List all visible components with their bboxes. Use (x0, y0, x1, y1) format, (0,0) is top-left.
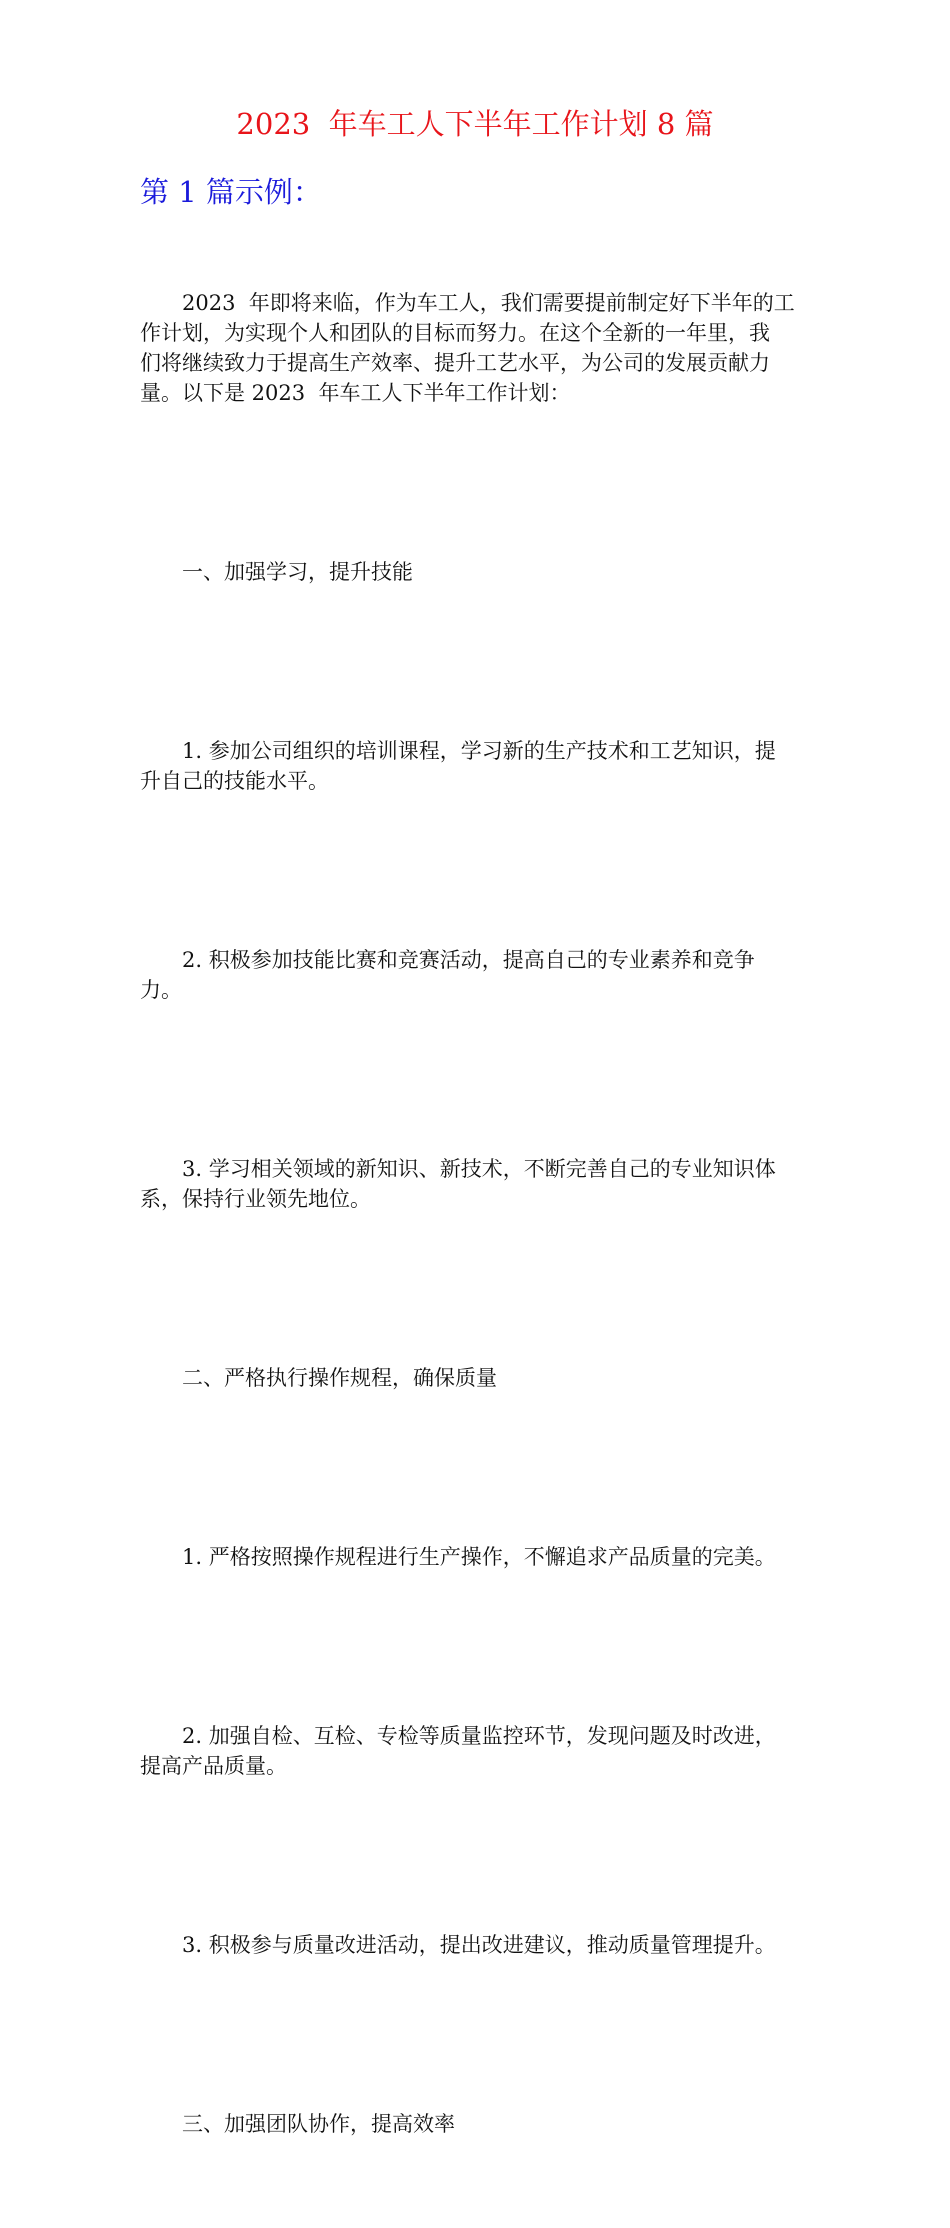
paragraph-line: 2023 年即将来临，作为车工人，我们需要提前制定好下半年的工 (182, 291, 795, 315)
subheading-three (140, 2049, 808, 2199)
paragraph-line: 力。 (140, 978, 182, 1002)
list-item (140, 1870, 808, 2020)
paragraph-line: 系，保持行业领先地位。 (140, 1187, 371, 1211)
paragraph-line: 2. 加强自检、互检、专检等质量监控环节，发现问题及时改进， (182, 1724, 776, 1748)
list-item (140, 676, 808, 856)
list-item (140, 1094, 808, 1274)
paragraph-line: 3. 积极参与质量改进活动，提出改进建议，推动质量管理提升。 (182, 1933, 776, 1957)
paragraph-line: 2. 积极参加技能比赛和竞赛活动，提高自己的专业素养和竞争 (182, 948, 755, 972)
document-title: 2023 年车工人下半年工作计划 8 篇 (236, 107, 714, 141)
paragraph-intro (140, 228, 808, 468)
section-heading: 第 1 篇示例： (140, 175, 322, 209)
list-item (140, 1661, 808, 1841)
list-item (140, 885, 808, 1065)
paragraph-line: 们将继续致力于提高生产效率、提升工艺水平，为公司的发展贡献力 (140, 351, 770, 375)
paragraph-line: 1. 严格按照操作规程进行生产操作，不懈追求产品质量的完美。 (182, 1545, 776, 1569)
subheading-two (140, 1303, 808, 1453)
subheading-one (140, 497, 808, 647)
paragraph-line: 二、严格执行操作规程，确保质量 (182, 1366, 497, 1390)
paragraph-line: 一、加强学习，提升技能 (182, 560, 413, 584)
paragraph-line: 1. 参加公司组织的培训课程，学习新的生产技术和工艺知识，提 (182, 739, 776, 763)
paragraph-line: 量。以下是 2023 年车工人下半年工作计划： (140, 381, 571, 405)
list-item (140, 1482, 808, 1632)
paragraph-line: 3. 学习相关领域的新知识、新技术，不断完善自己的专业知识体 (182, 1157, 776, 1181)
paragraph-line: 提高产品质量。 (140, 1754, 287, 1778)
document-body (140, 228, 808, 2228)
paragraph-line: 三、加强团队协作，提高效率 (182, 2112, 455, 2136)
paragraph-line: 作计划，为实现个人和团队的目标而努力。在这个全新的一年里，我 (140, 321, 770, 345)
paragraph-line: 升自己的技能水平。 (140, 769, 329, 793)
